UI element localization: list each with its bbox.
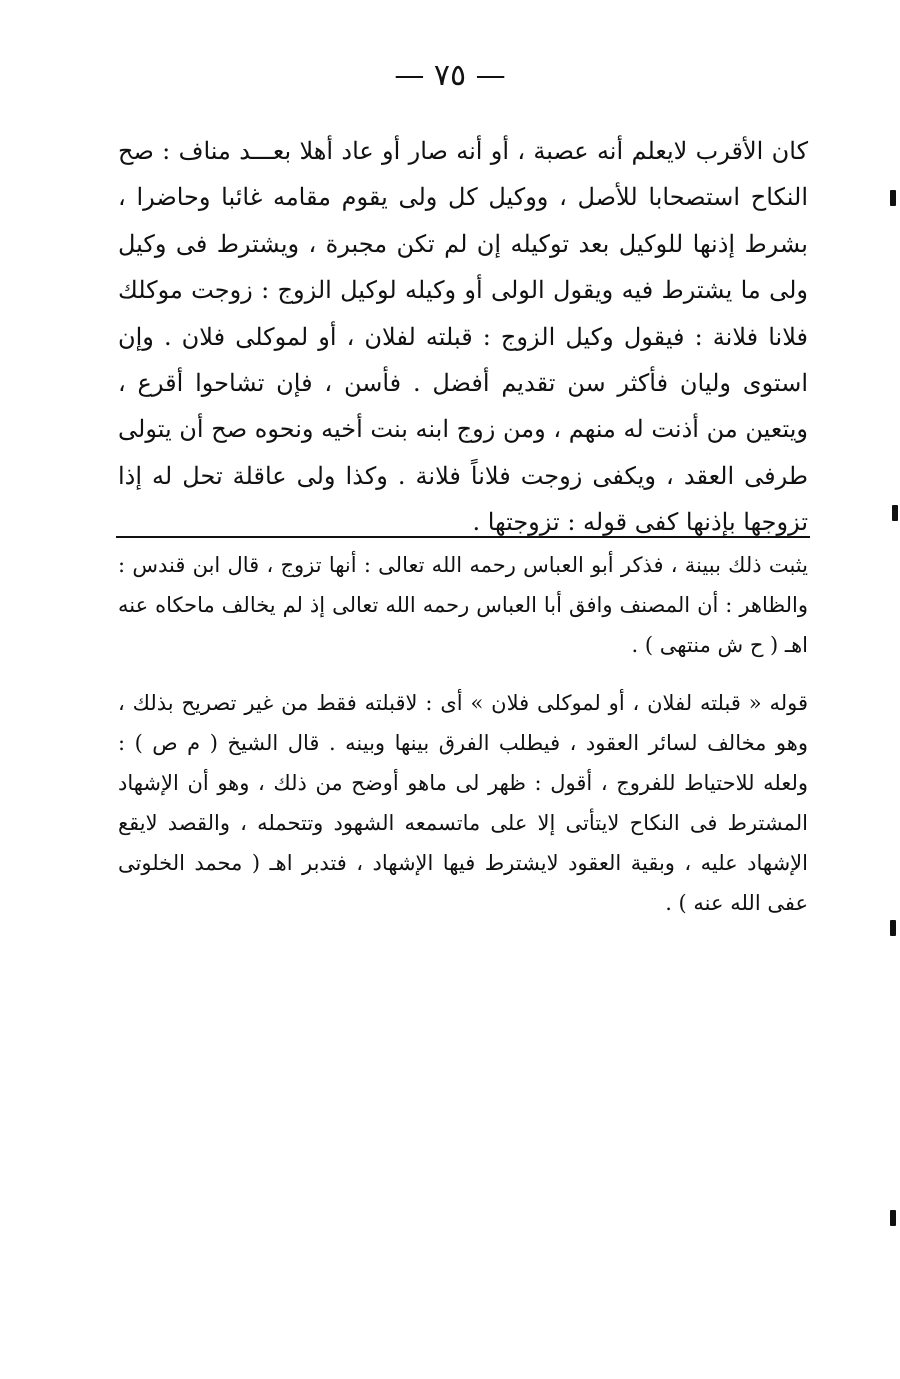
main-text: كان الأقرب لايعلم أنه عصبة ، أو أنه صار أو عاد أهلا بعـــد مناف : صح النكاح استصحابا للأصل ، ووكيل كل ولى يقوم مقامه غائبا وحاضرا ، بشرط إذنها للوكيل بعد توكيله إن لم تكن مجبرة ، ويشترط فى وكيل ولى ما يشترط فيه ويقول الولى أو وكيله لوكيل الزوج : زوجت موكلك فلانا فلانة : فيقول وكيل الزوج : قبلته لفلان ، أو لموكلى فلان . وإن استوى وليان فأكثر سن تقديم أفضل . فأسن ، فإن تشاحوا أقرع ، ويتعين من أذنت له منهم ، ومن زوج ابنه بنت أخيه ونحوه صح أن يتولى طرفى العقد ، ويكفى زوجت فلاناً فلانة . وكذا ولى عاقلة تحل له إذا تزوجها بإذنها كفى قوله : تزوجتها . — [118, 137, 808, 537]
margin-mark — [890, 190, 896, 206]
margin-mark — [890, 920, 896, 936]
footnote-1: يثبت ذلك ببينة ، فذكر أبو العباس رحمه الله تعالى : أنها تزوج ، قال ابن قندس : والظاهر : أن المصنف وافق أبا العباس رحمه الله تعالى إذ لم يخالف ماحكاه عنه اهـ ( ح ش منتهى ) . — [118, 553, 808, 657]
margin-mark — [892, 505, 898, 521]
footnote-2: قوله « قبلته لفلان ، أو لموكلى فلان » أى : لاقبلته فقط من غير تصريح بذلك ، وهو مخالف لسائر العقود ، فيطلب الفرق بينها وبينه . قال الشيخ ( م ص ) : ولعله للاحتياط للفروج ، أقول : ظهر لى ماهو أوضح من ذلك ، وهو أن الإشهاد المشترط فى النكاح لايتأتى إلا على ماتسمعه الشهود وتتحمله ، والقصد لايقع الإشهاد عليه ، وبقية العقود لايشترط فيها الإشهاد ، فتدبر اهـ ( محمد الخلوتى عفى الله عنه ) . — [118, 691, 808, 915]
footnote-divider — [116, 536, 810, 538]
page-number: — ٧٥ — — [394, 58, 506, 93]
margin-mark — [890, 1210, 896, 1226]
